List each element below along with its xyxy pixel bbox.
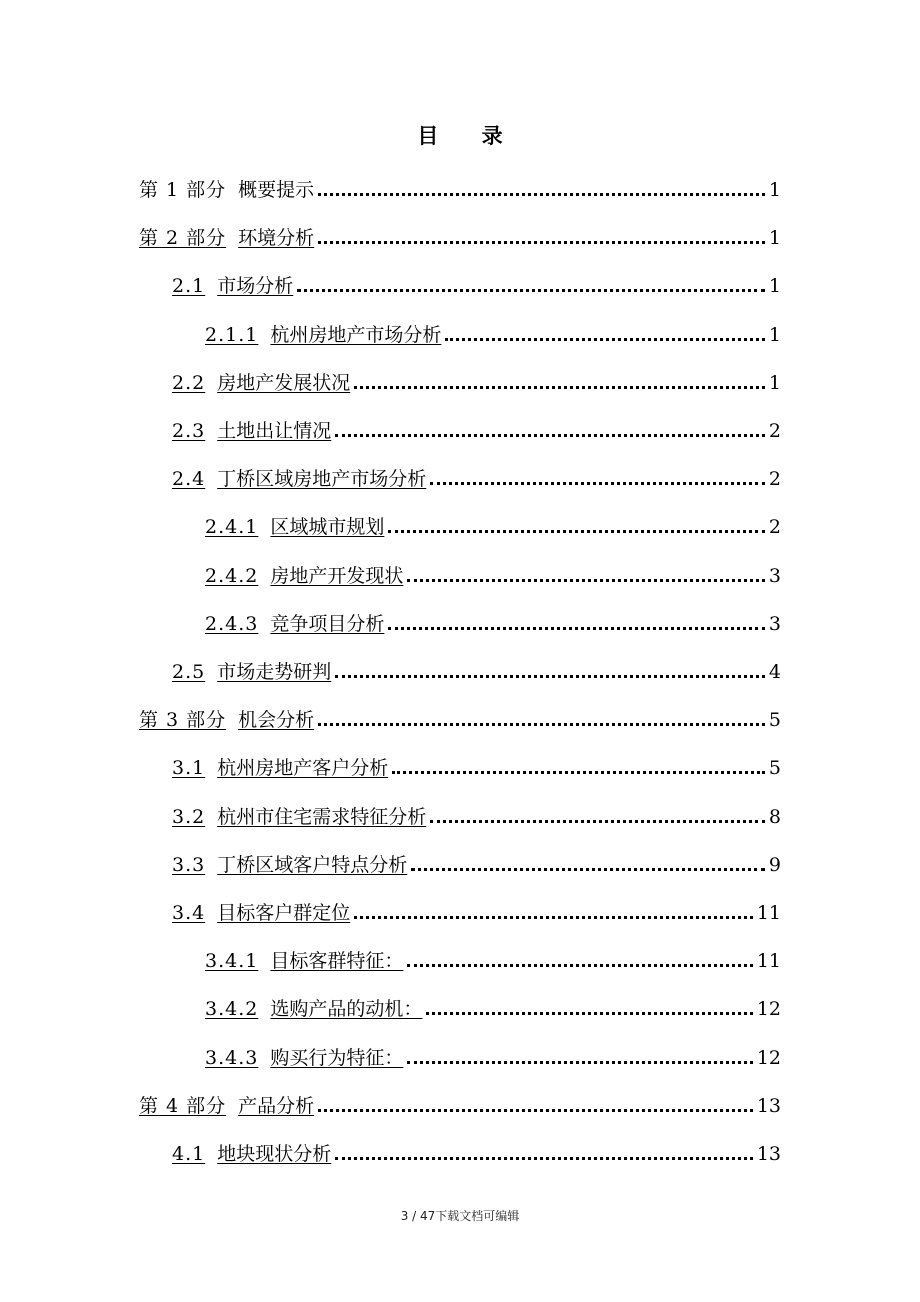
toc-entry-number: 2.4.1 xyxy=(205,516,259,539)
page-footer: 3 / 47下载文档可编辑 xyxy=(400,1209,520,1223)
toc-entry-number: 2.3 xyxy=(172,420,206,442)
toc-entry-page-number: 2 xyxy=(768,420,781,442)
toc-entry-link[interactable] xyxy=(172,1142,331,1166)
toc-entry-title: 选购产品的动机： xyxy=(270,998,423,1021)
toc-entry-link[interactable] xyxy=(172,274,293,298)
dot-leader xyxy=(407,964,752,967)
dot-leader xyxy=(388,530,765,533)
dot-leader xyxy=(411,868,765,871)
toc-entry-page-number: 9 xyxy=(768,853,781,876)
toc-entry[interactable] xyxy=(205,311,781,347)
toc-entry-title: 杭州市住宅需求特征分析 xyxy=(217,805,427,828)
toc-entry-link[interactable] xyxy=(139,226,314,250)
toc-entry-title: 市场分析 xyxy=(217,275,294,298)
toc-entry-page-number: 1 xyxy=(768,227,781,250)
dot-leader xyxy=(407,579,765,582)
toc-entry[interactable] xyxy=(172,262,781,298)
toc-entry-title: 丁桥区域房地产市场分析 xyxy=(217,468,427,491)
toc-entry-link[interactable] xyxy=(172,756,388,780)
toc-entry-number: 3.1 xyxy=(172,757,206,780)
toc-title: 目 录 xyxy=(417,123,521,148)
toc-entry-link[interactable] xyxy=(172,901,350,925)
toc-entry-page-number: 12 xyxy=(756,1046,781,1069)
toc-entry-title: 土地出让情况 xyxy=(217,420,332,442)
toc-entry-page-number: 2 xyxy=(768,468,781,491)
toc-entry-title: 杭州房地产客户分析 xyxy=(217,757,389,780)
toc-entry-title: 杭州房地产市场分析 xyxy=(270,323,442,346)
toc-entry-link[interactable] xyxy=(139,708,314,732)
toc-entry[interactable] xyxy=(205,600,781,636)
toc-entry[interactable] xyxy=(172,841,781,877)
toc-entry-title: 环境分析 xyxy=(238,227,315,250)
toc-entry-number: 第 3 部分 xyxy=(139,709,227,732)
dot-leader xyxy=(335,1157,753,1160)
toc-entry[interactable] xyxy=(139,1082,781,1118)
toc-entry[interactable] xyxy=(172,455,781,491)
dot-leader xyxy=(318,193,765,196)
toc-entry-number: 2.1.1 xyxy=(205,323,259,346)
toc-entry-page-number: 4 xyxy=(768,661,781,683)
toc-entry-link[interactable] xyxy=(172,853,407,877)
toc-entry-link[interactable] xyxy=(205,612,384,636)
toc-entry-page-number: 11 xyxy=(756,950,781,973)
toc-entry[interactable] xyxy=(139,696,781,732)
toc-entry-link[interactable] xyxy=(172,371,350,395)
toc-entry-page-number: 5 xyxy=(768,709,781,732)
toc-entry-link[interactable] xyxy=(205,1046,403,1070)
toc-entry-number: 第 4 部分 xyxy=(139,1094,227,1117)
toc-entry[interactable] xyxy=(205,1034,781,1070)
toc-entry[interactable] xyxy=(205,503,781,539)
toc-entry-page-number: 1 xyxy=(768,179,781,201)
dot-leader xyxy=(430,482,765,485)
toc-entry-title: 竞争项目分析 xyxy=(270,612,385,635)
toc-entry-page-number: 13 xyxy=(756,1094,781,1117)
toc-entry-page-number: 2 xyxy=(768,516,781,539)
toc-entry[interactable] xyxy=(205,552,781,588)
toc-entry-page-number: 13 xyxy=(756,1143,781,1165)
toc-entry-title: 地块现状分析 xyxy=(217,1143,332,1165)
toc-entry-link[interactable] xyxy=(205,997,422,1021)
dot-leader xyxy=(426,1012,752,1015)
toc-entry-number: 3.4.2 xyxy=(205,998,259,1021)
toc-entry-title: 区域城市规划 xyxy=(270,516,385,539)
toc-entry-title: 房地产开发现状 xyxy=(270,564,404,587)
toc-entry-number: 2.1 xyxy=(172,275,206,298)
toc-entry-link[interactable] xyxy=(139,1094,314,1118)
toc-entry-number: 3.4.1 xyxy=(205,950,259,973)
dot-leader xyxy=(318,241,765,244)
toc-entry-link[interactable] xyxy=(172,660,331,684)
toc-entry-title: 概要提示 xyxy=(238,179,315,201)
dot-leader xyxy=(354,386,765,389)
toc-entry-link[interactable] xyxy=(205,564,403,588)
toc-entry-page-number: 1 xyxy=(768,275,781,298)
toc-entry[interactable] xyxy=(139,166,781,202)
dot-leader xyxy=(297,289,765,292)
toc-entry-number: 4.1 xyxy=(172,1143,206,1165)
toc-entry-title: 房地产发展状况 xyxy=(217,371,351,394)
toc-entry-number: 第 1 部分 xyxy=(139,179,227,201)
toc-entry[interactable] xyxy=(172,359,781,395)
toc-entry-number: 第 2 部分 xyxy=(139,227,227,250)
toc-entry-number: 2.4.3 xyxy=(205,612,259,635)
toc-entry-number: 3.4 xyxy=(172,902,206,924)
toc-entry-number: 2.2 xyxy=(172,371,206,394)
toc-entry[interactable] xyxy=(172,648,781,684)
toc-entry-page-number: 12 xyxy=(756,998,781,1021)
dot-leader xyxy=(407,1061,752,1064)
toc-entry-link[interactable] xyxy=(205,515,384,539)
toc-entry[interactable] xyxy=(172,889,781,925)
toc-entry-title: 产品分析 xyxy=(238,1094,315,1117)
toc-entry[interactable] xyxy=(139,214,781,250)
dot-leader xyxy=(335,675,765,678)
toc-entry-title: 机会分析 xyxy=(238,709,315,732)
toc-entry-page-number: 11 xyxy=(756,902,781,924)
dot-leader xyxy=(392,771,765,774)
toc-entry-page-number: 3 xyxy=(768,612,781,635)
toc-entry-link[interactable] xyxy=(172,419,331,443)
toc-entry-page-number: 1 xyxy=(768,323,781,346)
toc-entry-title: 丁桥区域客户特点分析 xyxy=(217,853,408,876)
toc-entry-link[interactable] xyxy=(205,949,403,973)
toc-entry-number: 2.5 xyxy=(172,661,206,683)
toc-entry-number: 3.3 xyxy=(172,853,206,876)
toc-entry[interactable] xyxy=(172,407,781,443)
toc-entry[interactable] xyxy=(205,985,781,1021)
toc-entry-page-number: 3 xyxy=(768,564,781,587)
dot-leader xyxy=(318,1109,753,1112)
toc-entry-number: 2.4 xyxy=(172,468,206,491)
toc-entry-page-number: 8 xyxy=(768,805,781,828)
toc-entry-number: 3.2 xyxy=(172,805,206,828)
toc-entry-title: 市场走势研判 xyxy=(217,661,332,683)
toc-entry-title: 目标客群特征： xyxy=(270,950,404,973)
dot-leader xyxy=(445,338,765,341)
toc-entry-page-number: 5 xyxy=(768,757,781,780)
toc-entry-link[interactable] xyxy=(172,467,426,491)
toc-entry-number: 3.4.3 xyxy=(205,1046,259,1069)
toc-entry[interactable] xyxy=(172,1130,781,1166)
toc-entry-link[interactable] xyxy=(172,805,426,829)
toc-entry-link[interactable] xyxy=(205,323,441,347)
toc-entry[interactable] xyxy=(172,793,781,829)
dot-leader xyxy=(430,820,765,823)
toc-entry-title: 目标客户群定位 xyxy=(217,902,351,924)
toc-entry-title: 购买行为特征： xyxy=(270,1046,404,1069)
toc-entry-link[interactable] xyxy=(139,178,314,202)
toc-entry[interactable] xyxy=(205,937,781,973)
dot-leader xyxy=(354,916,753,919)
toc-entry-number: 2.4.2 xyxy=(205,564,259,587)
dot-leader xyxy=(318,723,765,726)
toc-entry[interactable] xyxy=(172,744,781,780)
dot-leader xyxy=(335,434,765,437)
toc-entry-page-number: 1 xyxy=(768,371,781,394)
dot-leader xyxy=(388,627,765,630)
